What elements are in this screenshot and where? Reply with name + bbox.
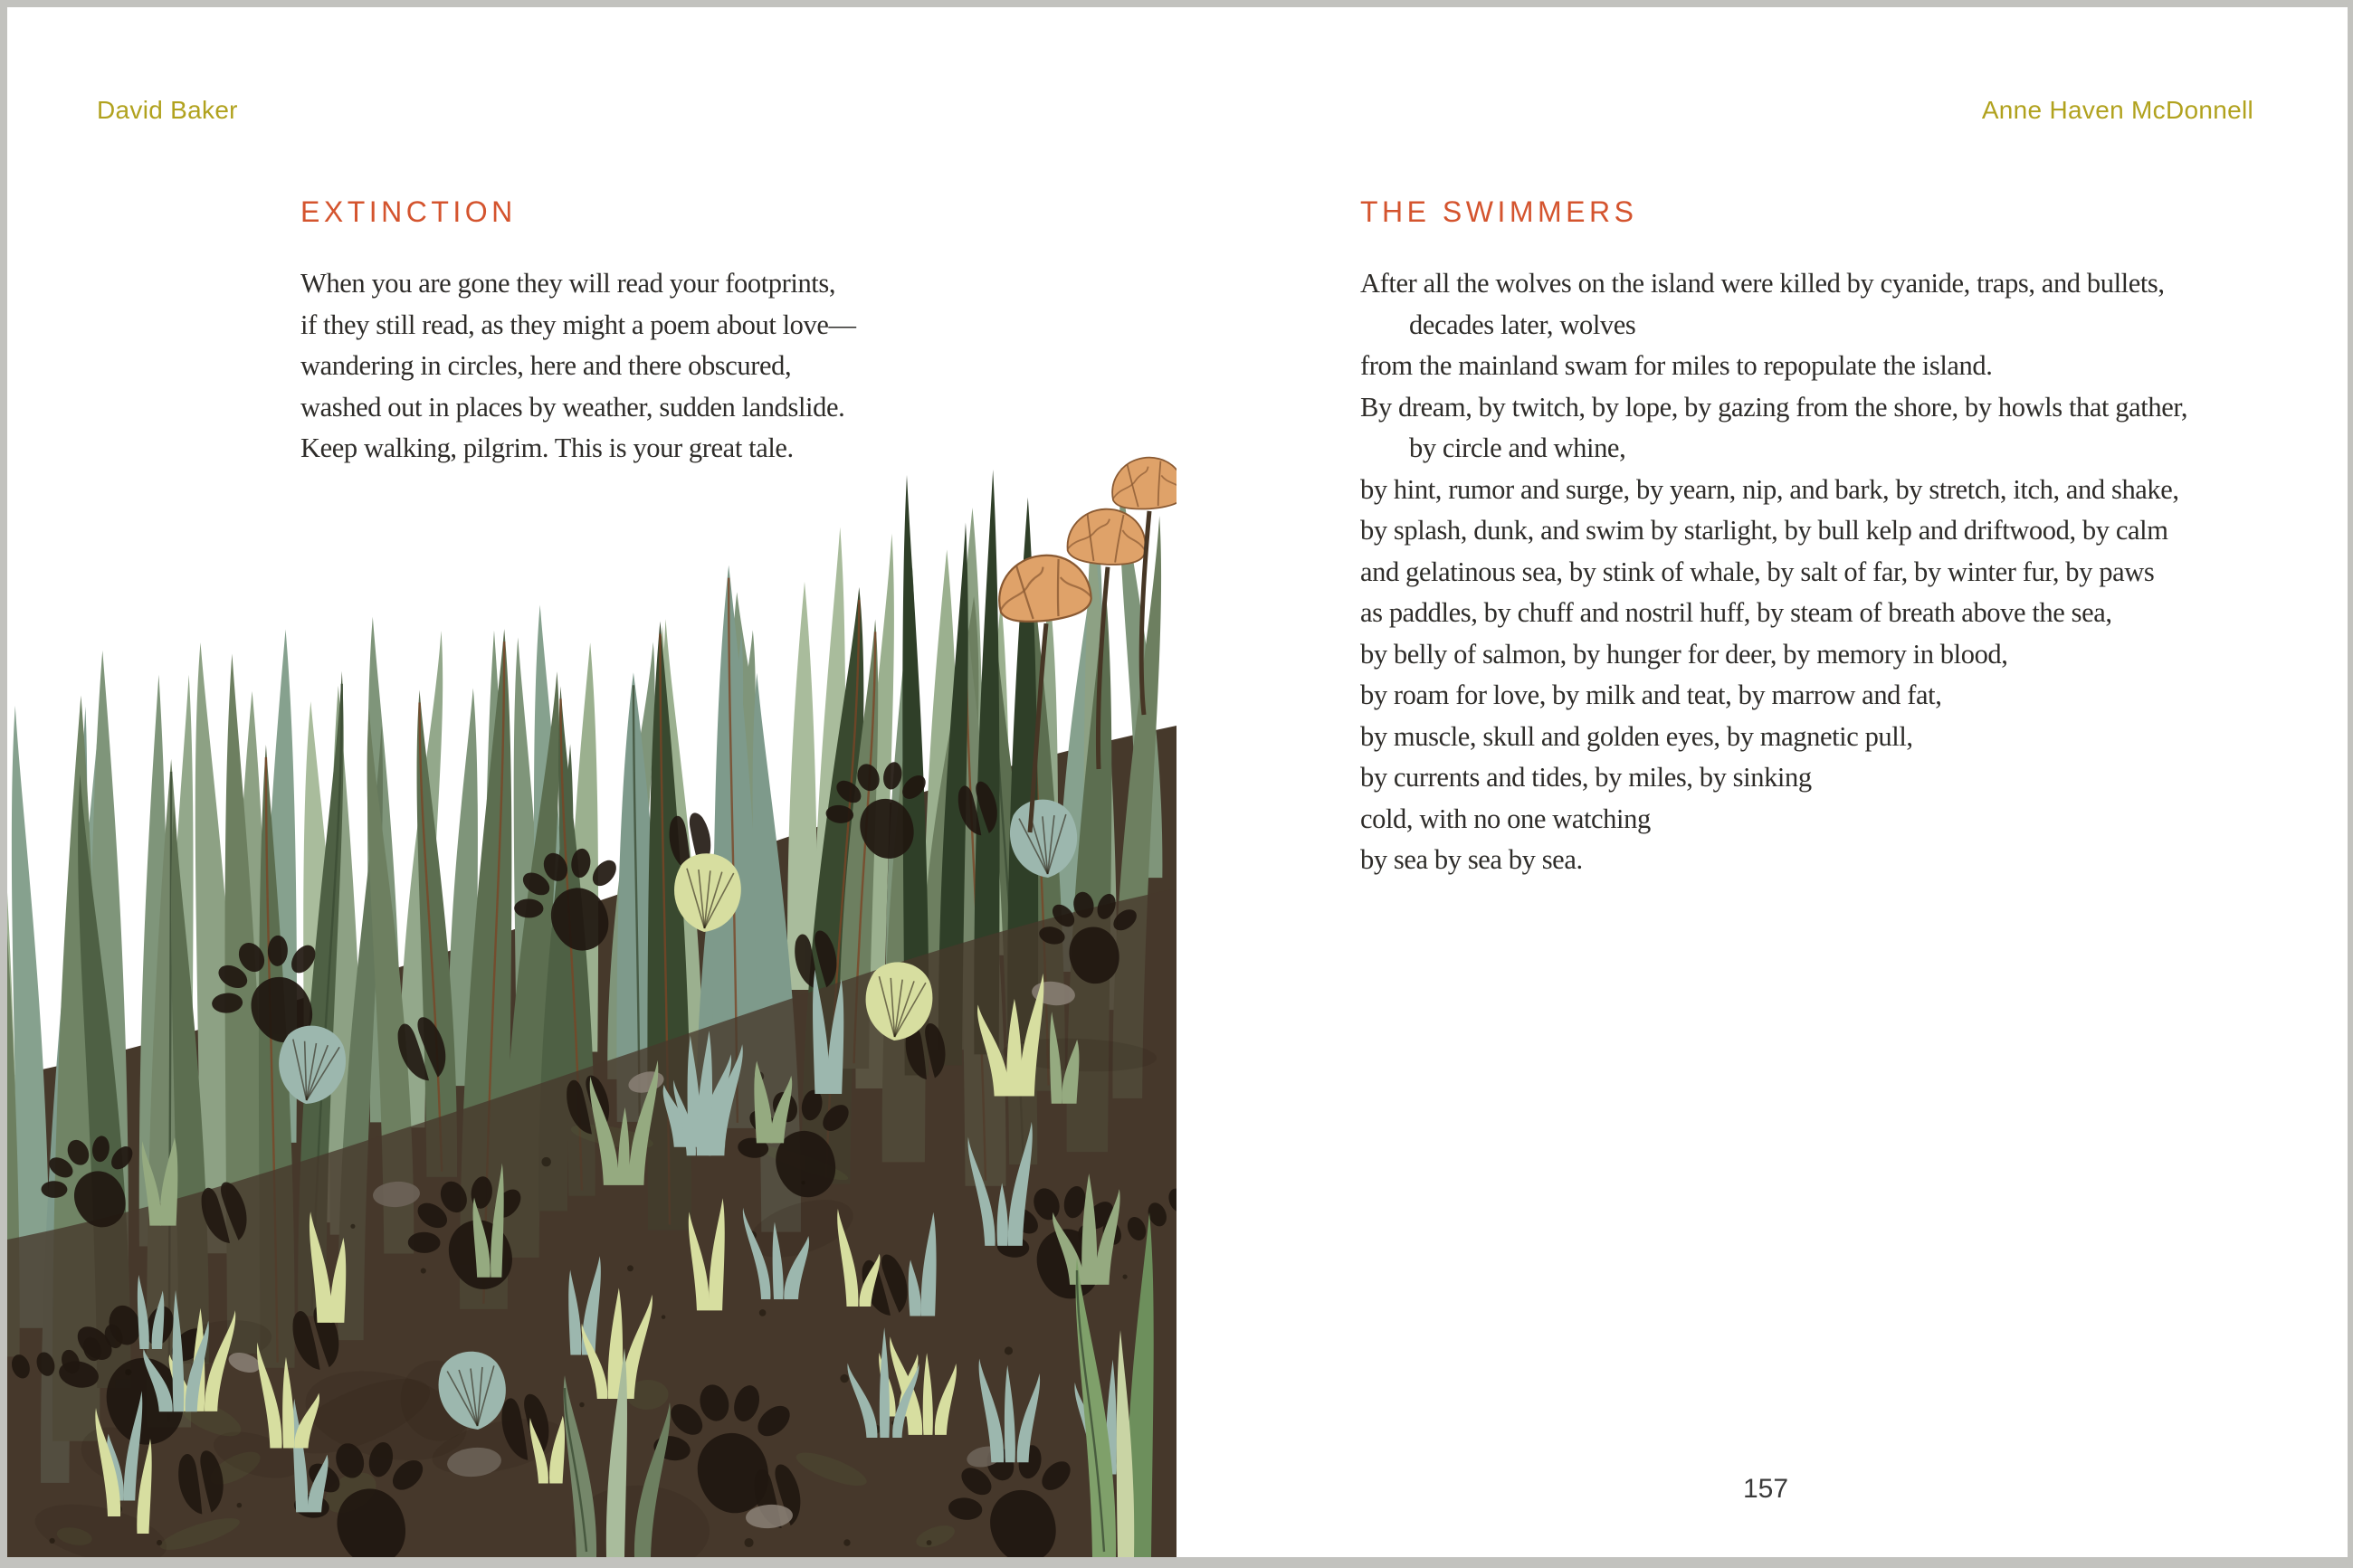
poem-line: by circle and whine,	[1409, 432, 1626, 463]
poem-line: from the mainland swam for miles to repopulate the island.	[1360, 350, 1993, 381]
poem-extinction-body	[300, 263, 856, 470]
poem-title-the-swimmers: THE SWIMMERS	[1360, 195, 1638, 228]
poem-line: Keep walking, pilgrim. This is your great tale.	[300, 432, 794, 463]
poem-line: as paddles, by chuff and nostril huff, by steam of breath above the sea,	[1360, 597, 2112, 628]
poem-line: by sea by sea by sea.	[1360, 844, 1583, 875]
poem-line: by splash, dunk, and swim by starlight, by bull kelp and driftwood, by calm	[1360, 515, 2168, 546]
poem-line: wandering in circles, here and there obscured,	[300, 350, 792, 381]
poem-line: by hint, rumor and surge, by yearn, nip, and bark, by stretch, itch, and shake,	[1360, 473, 2179, 505]
poem-line: if they still read, as they might a poem about love—	[300, 309, 856, 340]
poem-line: by roam for love, by milk and teat, by marrow and fat,	[1360, 679, 1942, 710]
book-spread	[7, 7, 2348, 1557]
poem-line: After all the wolves on the island were killed by cyanide, traps, and bullets,	[1360, 268, 2165, 299]
poem-line: decades later, wolves	[1409, 309, 1636, 340]
poem-line: by currents and tides, by miles, by sinking	[1360, 762, 1812, 793]
left-page-author-header: David Baker	[97, 96, 238, 124]
poem-line: by muscle, skull and golden eyes, by magnetic pull,	[1360, 720, 1913, 752]
poem-line: By dream, by twitch, by lope, by gazing from the shore, by howls that gather,	[1360, 391, 2188, 423]
poppy-flower	[1066, 507, 1148, 567]
poem-line: and gelatinous sea, by stink of whale, by salt of far, by winter fur, by paws	[1360, 556, 2155, 587]
page-number: 157	[1742, 1474, 1789, 1504]
poem-line: washed out in places by weather, sudden landslide.	[300, 391, 845, 423]
right-page-author-header: Anne Haven McDonnell	[1981, 96, 2253, 124]
poem-the-swimmers-body	[1360, 263, 2187, 881]
poem-line: by belly of salmon, by hunger for deer, by memory in blood,	[1360, 638, 2008, 670]
poem-title-extinction: EXTINCTION	[300, 195, 517, 228]
poppy-flower	[1110, 456, 1176, 511]
poem-line: When you are gone they will read your footprints,	[300, 268, 836, 299]
poppy-flower	[995, 551, 1093, 625]
grass-soil-footprints-illustration	[7, 443, 1176, 1557]
poem-line: cold, with no one watching	[1360, 803, 1651, 834]
